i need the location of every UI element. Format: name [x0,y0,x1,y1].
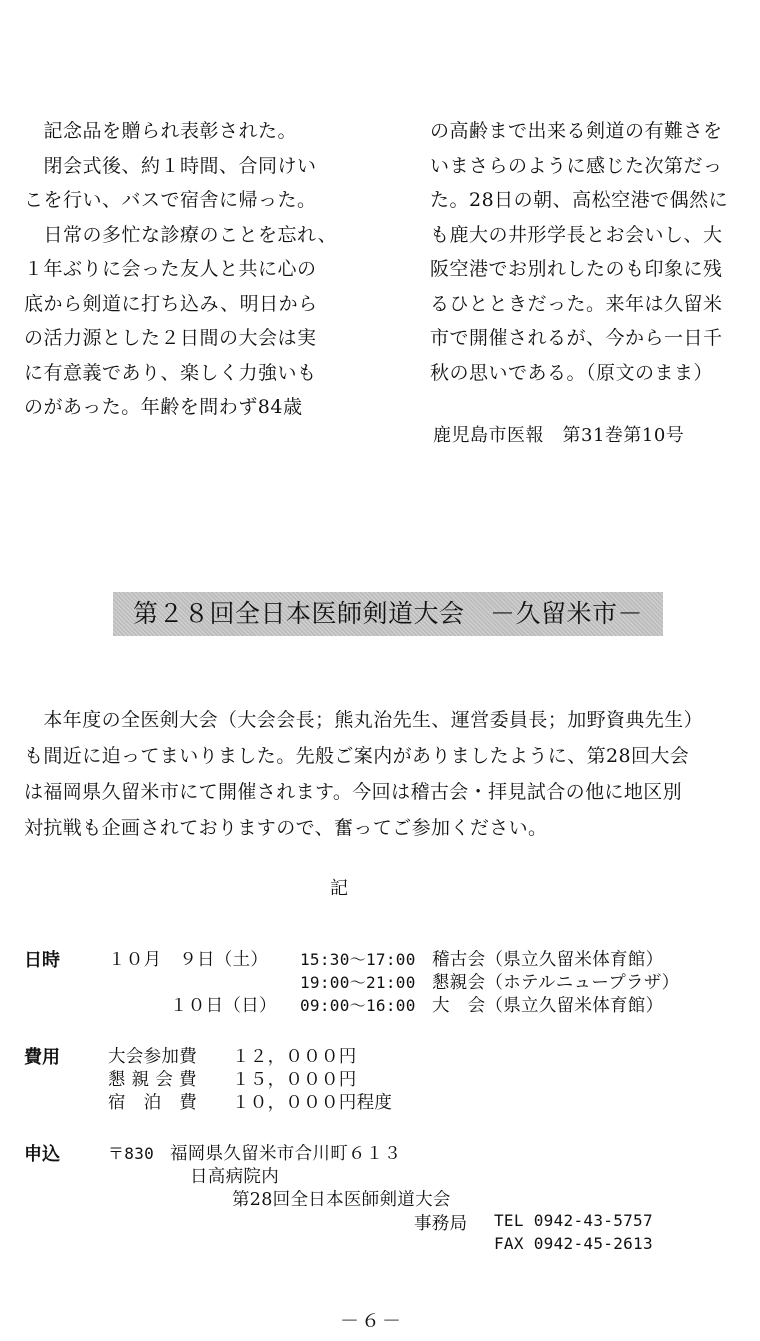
right-line: の高齢まで出来る剣道の有難さを [430,120,723,142]
left-line: に有意義であり、楽しく力強いも [24,361,317,384]
schedule-event-1: 稽古会（県立久留米体育館） [432,950,664,970]
left-line: １年ぶりに会った友人と共に心の [24,258,317,280]
right-column [430,114,750,390]
fax: FAX 0942-45-2613 [494,1234,653,1253]
left-line: の活力源とした２日間の大会は実 [24,327,317,349]
office: 事務局 [414,1214,468,1234]
fee-name: 宿 泊 費 [108,1093,197,1113]
right-line: るひとときだった。来年は久留米 [430,292,723,315]
schedule-time-1: 15:30～17:00 [300,950,416,969]
source-citation: 鹿児島市医報 第31巻第10号 [433,425,685,446]
right-line: 秋の思いである。（原文のまま） [430,361,714,384]
tel: TEL 0942-43-5757 [494,1211,653,1230]
schedule-day2: １０日（日） [170,996,277,1016]
right-line: も鹿大の井形学長とお会いし、大 [430,223,723,246]
left-line: 日常の多忙な診療のことを忘れ、 [24,223,338,246]
right-line: いまさらのように感じた次第だっ [430,154,723,177]
right-line: た。28日の朝、高松空港で偶然に [430,189,729,211]
page-number: －６－ [340,1310,404,1332]
left-line: 底から剣道に打ち込み、明日から [24,292,318,315]
application-label: 申込 [24,1144,60,1165]
schedule-time-2: 19:00～21:00 [300,973,416,992]
address: 福岡県久留米市合川町６１３ [170,1144,402,1164]
organizer: 第28回全日本医師剣道大会 [232,1190,451,1210]
intro-line: 対抗戦も企画されておりますので、奮ってご参加ください。 [24,817,548,839]
schedule-event-3: 大 会（県立久留米体育館） [432,996,664,1016]
schedule-time-3: 09:00～16:00 [300,996,416,1015]
fee-amount: １５，０００円 [232,1070,357,1090]
intro-line: 本年度の全医剣大会（大会会長；熊丸治先生、運営委員長；加野資典先生） [24,709,704,731]
schedule-event-2: 懇親会（ホテルニュープラザ） [432,973,680,993]
intro-paragraph [24,702,754,846]
left-line: 閉会式後、約１時間、合同けい [24,154,317,177]
right-line: 市で開催されるが、今から一日千 [430,327,723,349]
left-line: 記念品を贈られ表彰された。 [24,120,298,142]
intro-line: も間近に迫ってまいりました。先般ご案内がありましたように、第28回大会 [24,745,690,767]
fee-amount: １０，０００円程度 [232,1093,393,1113]
fees-label: 費用 [24,1047,60,1068]
ki-heading: 記 [330,878,348,899]
fee-name: 懇 親 会 費 [108,1070,197,1090]
hospital: 日高病院内 [190,1167,279,1187]
left-column [24,114,369,425]
schedule-day1: １０月 ９日（土） [108,950,269,970]
right-line: 阪空港でお別れしたのも印象に残 [430,258,723,280]
left-line: こを行い、バスで宿舎に帰った。 [24,189,317,211]
left-line: のがあった。年齢を問わず84歳 [24,396,303,418]
intro-line: は福岡県久留米市にて開催されます。今回は稽古会・拝見試合の他に地区別 [24,781,683,803]
fee-name: 大会参加費 [108,1047,197,1067]
fee-amount: １２，０００円 [232,1047,357,1067]
schedule-label: 日時 [24,950,60,971]
postal-code: 〒830 [108,1144,155,1163]
section-title: 第２８回全日本医師剣道大会 －久留米市－ [113,592,663,636]
